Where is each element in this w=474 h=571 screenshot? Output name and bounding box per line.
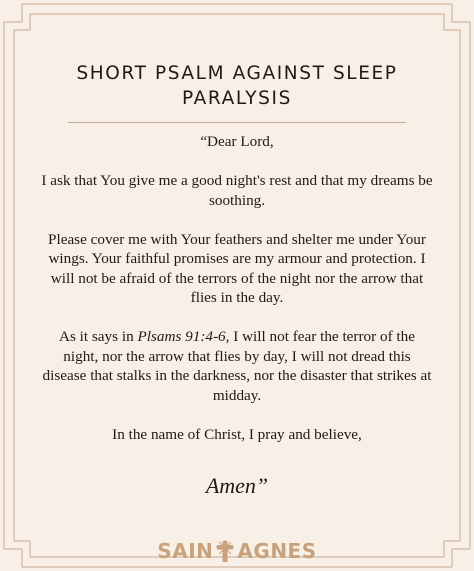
paragraph-1: I ask that You give me a good night's rest and that my dreams be soothing. <box>41 172 433 209</box>
page-title: SHORT PSALM AGAINST SLEEP PARALYSIS <box>76 63 398 109</box>
brand-logo <box>0 539 474 563</box>
cross-icon <box>214 540 236 562</box>
logo-text-right: AGNES <box>237 539 317 563</box>
paragraph-4: In the name of Christ, I pray and believe, <box>112 425 362 443</box>
logo-text-left: SAIN <box>157 539 214 563</box>
paragraph-3-start: As it says in <box>58 328 138 345</box>
scripture-reference: Plsams 91:4-6 <box>137 328 226 345</box>
paragraph-3-end: , I will not fear the terror of the night, nor the arrow that flies by day, I will not dread this disease that stalks in the darkness, nor the disaster that strikes at midday. <box>42 328 432 404</box>
closing-amen: Amen” <box>205 473 269 498</box>
paragraph-3 <box>40 327 434 405</box>
title-divider <box>68 122 406 123</box>
paragraph-2: Please cover me with Your feathers and shelter me under Your wings. Your faithful promises are my armour and protection. I will not be afraid of the terrors of the night nor the arrow that flies in the day. <box>48 230 426 306</box>
prayer-body <box>40 132 434 464</box>
greeting-line: “Dear Lord, <box>200 133 274 150</box>
